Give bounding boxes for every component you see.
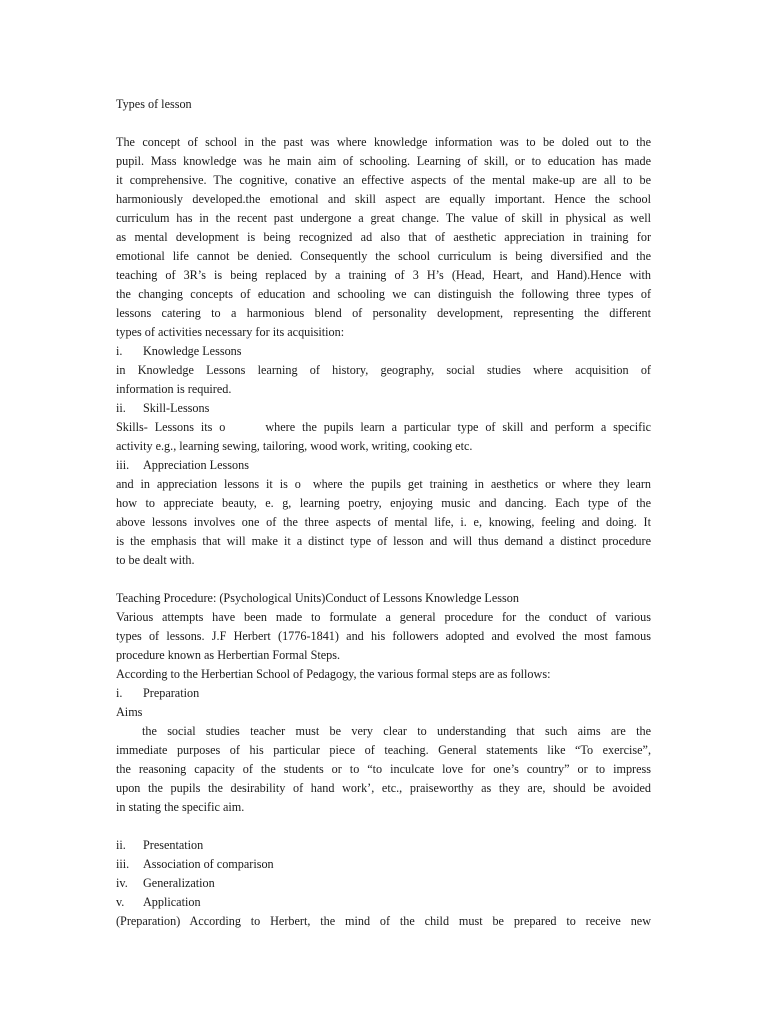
aims-text: immediate purposes of his particular piece of teaching. General statements like “To exercise”, xyxy=(116,743,651,757)
list-number: iii. xyxy=(116,857,130,871)
intro-line: lessons catering to a harmonious blend of personality development, representing the different xyxy=(116,306,651,320)
aims-text: upon the pupils the desirability of hand work’, etc., praiseworthy as they are, should be avoided xyxy=(116,781,651,795)
list-number: i. xyxy=(116,344,123,358)
procedure-text: types of lessons. J.F Herbert (1776-1841) and his followers adopted and evolved the most famous xyxy=(116,629,651,643)
procedure-text: According to the Herbertian School of Pedagogy, the various formal steps are as follows: xyxy=(116,667,551,681)
list-label: Appreciation Lessons xyxy=(143,458,249,472)
lesson-text-part: where the pupils get training in aesthetics or where they learn xyxy=(312,477,652,491)
intro-line: teaching of 3R’s is being replaced by a training of 3 H’s (Head, Heart, and Hand).Hence with xyxy=(116,268,651,282)
spacer xyxy=(116,570,651,589)
lesson-text: in Knowledge Lessons learning of history, geography, social studies where acquisition of xyxy=(116,363,651,377)
section-heading: Teaching Procedure: (Psychological Units)Conduct of Lessons Knowledge Lesson xyxy=(116,591,519,605)
aims-heading: Aims xyxy=(116,705,143,719)
lesson-text: above lessons involves one of the three aspects of mental life, i. e, knowing, feeling and doing. It xyxy=(116,515,651,529)
list-item-preparation xyxy=(116,684,651,703)
list-label: Skill-Lessons xyxy=(143,401,210,415)
list-item-skill-lessons xyxy=(116,399,651,418)
lesson-text: is the emphasis that will make it a distinct type of lesson and will thus demand a distinct procedure xyxy=(116,534,651,548)
list-item-knowledge-lessons xyxy=(116,342,651,361)
lesson-text xyxy=(116,418,651,437)
intro-line: the changing concepts of education and schooling we can distinguish the following three types of xyxy=(116,287,651,301)
list-item-generalization xyxy=(116,874,651,893)
list-item-presentation xyxy=(116,836,651,855)
list-label: Knowledge Lessons xyxy=(143,344,242,358)
closing-text: (Preparation) According to Herbert, the mind of the child must be prepared to receive new xyxy=(116,914,651,928)
lesson-text: activity e.g., learning sewing, tailoring, wood work, writing, cooking etc. xyxy=(116,439,473,453)
spacer xyxy=(116,114,651,133)
list-number: ii. xyxy=(116,401,126,415)
aims-text: the reasoning capacity of the students or to “to inculcate love for one’s country” or to impress xyxy=(116,762,651,776)
intro-line: it comprehensive. The cognitive, conative an effective aspects of the mental make-up are all to be xyxy=(116,173,651,187)
lesson-text xyxy=(116,475,651,494)
spacer xyxy=(116,817,651,836)
intro-line: as mental development is being recognized ad also that of aesthetic appreciation in training for xyxy=(116,230,651,244)
list-number: iv. xyxy=(116,876,128,890)
intro-line: emotional life cannot be denied. Consequently the school curriculum is being diversified and the xyxy=(116,249,651,263)
document-body xyxy=(116,95,651,931)
list-label: Presentation xyxy=(143,838,204,852)
lesson-text: information is required. xyxy=(116,382,232,396)
list-item-appreciation-lessons xyxy=(116,456,651,475)
list-item-application xyxy=(116,893,651,912)
intro-line: types of activities necessary for its acquisition: xyxy=(116,325,345,339)
lesson-text: how to appreciate beauty, e. g, learning poetry, enjoying music and dancing. Each type of the xyxy=(116,496,651,510)
intro-paragraph xyxy=(116,133,651,342)
intro-line: harmoniously developed.the emotional and skill aspect are equally important. Hence the school xyxy=(116,192,651,206)
lesson-text-part: Skills- Lessons its o xyxy=(116,420,226,434)
list-label: Generalization xyxy=(143,876,215,890)
list-number: v. xyxy=(116,895,125,909)
intro-line: curriculum has in the recent past undergone a great change. The value of skill in physical as well xyxy=(116,211,651,225)
lesson-text-part: where the pupils learn a particular type of skill and perform a specific xyxy=(265,420,651,434)
list-item-association xyxy=(116,855,651,874)
intro-line: pupil. Mass knowledge was he main aim of schooling. Learning of skill, or to education has made xyxy=(116,154,651,168)
list-label: Preparation xyxy=(143,686,200,700)
aims-text: the social studies teacher must be very clear to understanding that such aims are the xyxy=(142,724,651,738)
list-label: Association of comparison xyxy=(143,857,274,871)
document-title: Types of lesson xyxy=(116,97,192,111)
lesson-text: to be dealt with. xyxy=(116,553,195,567)
list-number: ii. xyxy=(116,838,126,852)
procedure-text: Various attempts have been made to formulate a general procedure for the conduct of various xyxy=(116,610,651,624)
lesson-text-part: and in appreciation lessons it is o xyxy=(116,477,301,491)
list-label: Application xyxy=(143,895,201,909)
intro-line: The concept of school in the past was where knowledge information was to be doled out to the xyxy=(116,135,651,149)
list-number: iii. xyxy=(116,458,130,472)
aims-text: in stating the specific aim. xyxy=(116,800,245,814)
list-number: i. xyxy=(116,686,123,700)
procedure-text: procedure known as Herbertian Formal Steps. xyxy=(116,648,341,662)
